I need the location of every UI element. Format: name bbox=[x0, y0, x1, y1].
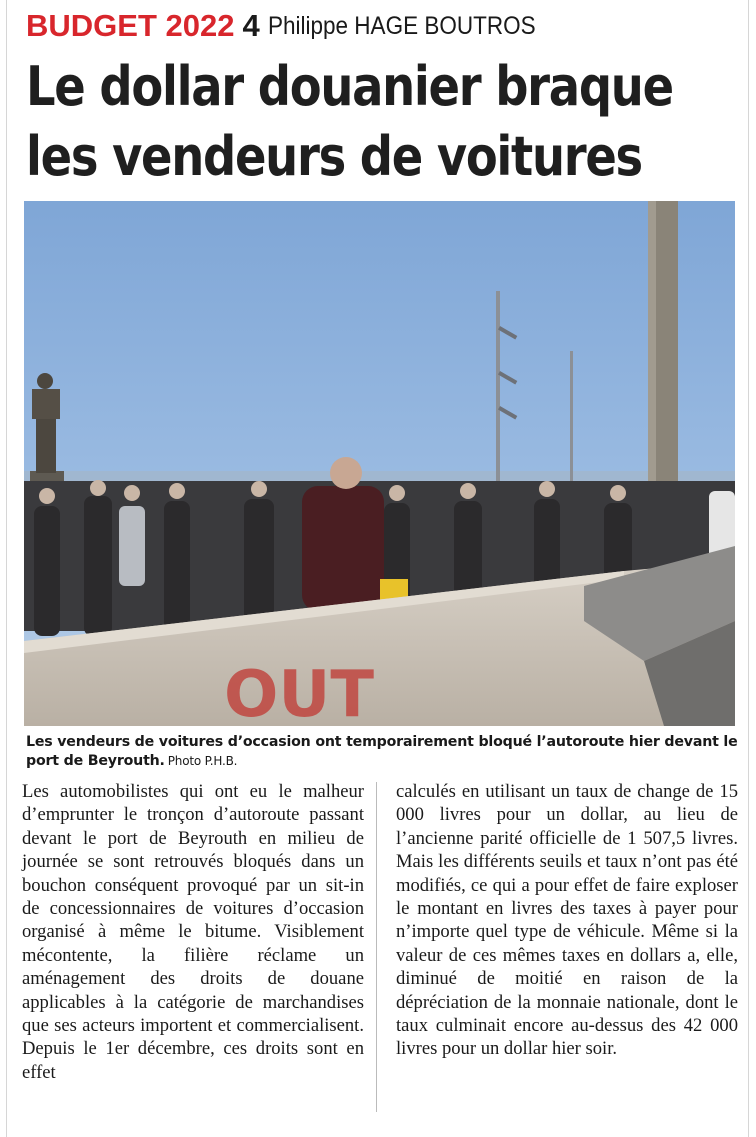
photo-graffiti: OUT bbox=[224, 658, 375, 726]
author-byline: Philippe HAGE BOUTROS bbox=[267, 11, 536, 40]
headline-line-1: Le dollar douanier braque bbox=[26, 55, 673, 118]
headline-line-2: les vendeurs de voitures bbox=[26, 125, 642, 188]
column-divider bbox=[376, 782, 377, 1112]
kicker-line bbox=[26, 8, 565, 52]
body-paragraph-left: Les automobilistes qui ont eu le malheur d’emprunter le tronçon d’autoroute passant devant le port de Beyrouth en milieu de journée se sont retrouvés bloqués dans un bouchon conséquent provoqué par un sit-in de concessionnaires de voitures d’occasion organisé à même le bitume. Visiblement mécontente, la filière réclame un aménagement des droits de douane applicables à la catégorie de marchandises que ses acteurs importent et commercialisent. Depuis le 1er décembre, ces droits sont en effet bbox=[22, 781, 364, 1083]
body-paragraph-right: calculés en utilisant un taux de change de 15 000 livres pour un dollar, au lieu de l’ancienne parité officielle de 1 507,5 livres. Mais les différents seuils et taux n’ont pas été modifiés, ce qui a pour effet de faire exploser le montant en livres des taxes à payer pour n’importe quel type de véhicule. Même si la valeur de ces mêmes taxes en dollars a, elle, diminué de moitié en raison de la dépréciation de la monnaie nationale, dont le taux culminait encore au-dessus des 42 000 livres pour un dollar hier soir. bbox=[396, 781, 738, 1060]
article-photo bbox=[24, 201, 735, 726]
photo-credit: Photo P.H.B. bbox=[167, 754, 238, 768]
headline bbox=[26, 52, 746, 192]
page-border-right bbox=[748, 0, 749, 1137]
body-column-right bbox=[396, 780, 738, 1061]
photo-caption bbox=[26, 733, 738, 771]
page-border-left bbox=[6, 0, 7, 1137]
body-column-left bbox=[22, 780, 364, 1084]
section-rubric: BUDGET 2022 bbox=[26, 8, 235, 43]
page-number: 4 bbox=[242, 8, 260, 43]
caption-text: Les vendeurs de voitures d’occasion ont temporairement bloqué l’autoroute hier devant le port de Beyrouth. bbox=[26, 734, 738, 769]
